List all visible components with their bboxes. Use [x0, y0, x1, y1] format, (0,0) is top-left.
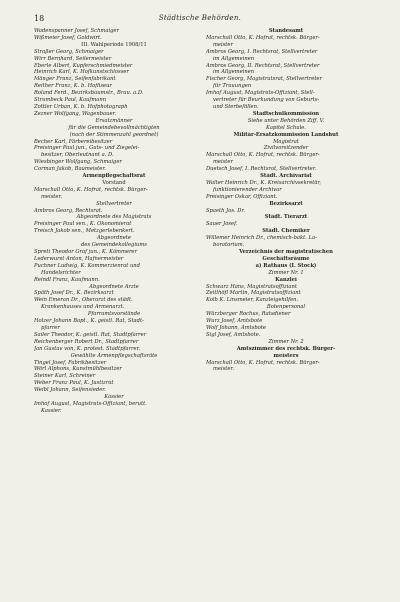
right-column-line: Zimmer Nr. 1 [268, 269, 304, 276]
right-column-line: vertreter für Beurkundung von Geburts- [213, 97, 320, 104]
left-column-line: Wiesbinger Wolfgang, Schmaiger [34, 159, 122, 166]
right-column-line: Marschall Otto, K. Hofrat, rechtsk. Bürger- [206, 152, 320, 159]
left-column-line: des Gemeindekollegiums [81, 242, 147, 249]
left-column-line: Preisinger Paul jun., Guts- und Ziegelei- [34, 145, 140, 152]
right-column-line: Zeitlhöfl Martin, Magistratsoffiziant [206, 290, 301, 297]
right-column-line: meister [213, 159, 233, 166]
left-column-line: Reichenberger Robert Dr., Stadtpfarrer [34, 338, 139, 345]
right-column-line: Marschall Otto, K. Hofrat, rechtsk. Bürger- [206, 359, 320, 366]
left-column-line: Lederwurst Anton, Hafnermeister [34, 255, 124, 262]
left-column-line: Zezner Wolfgang, Wagenbauer. [34, 110, 117, 117]
right-column-line: Willemer Heinrich Dr., chemisch-bakt. La- [206, 235, 317, 242]
left-column-line: Gewählte Armenpflegschaftsräte [70, 352, 158, 359]
right-column-line: Kolb K. Linsmeier, Kanzleigehilfen. [206, 297, 299, 304]
right-column-line: Kapitel Schule. [266, 124, 306, 131]
left-column-line: Abgeordnete [97, 235, 131, 242]
left-column-line: Corman Jakob, Baumeister. [34, 166, 106, 173]
left-column-line: Treisch Jakob sen., Metzgerlebenkert. [34, 228, 135, 235]
left-column-line: Späth Josef Dr., K. Bezirksarzt [34, 290, 114, 297]
left-column-line: Steiner Karl, Schreiner [34, 373, 96, 380]
left-column-line: Weber Franz Paul, K. Justizrat [34, 380, 114, 387]
right-column-line: Marschall Otto, K. Hofrat, rechtsk. Bürger- [206, 34, 320, 41]
right-column-line: Imhof August, Magistrats-Offiziant, Stell- [206, 90, 315, 97]
right-column [206, 28, 366, 373]
left-column-line: Mänger Franz, Seifenfabrikant [34, 76, 116, 83]
right-column-line: Städt. Chemiker [262, 228, 310, 235]
right-column-line: Duetsch Josef, I. Rechtsrat, Stellvertreter. [206, 166, 317, 173]
left-column-line: Spreti Theodor Graf jun., K. Kämmerer [34, 249, 137, 255]
left-column-line: Wein Emeran Dr., Oberarzt des städt. [34, 297, 133, 304]
left-column-line: Abgeordnete des Magistrats [76, 214, 152, 221]
right-column-line: meister [213, 41, 233, 48]
right-column-line: Würzberger Rochus, Ratsdiener [206, 311, 291, 318]
right-column-line: Ambros Georg, I. Rechtsrat, Stellvertreter [206, 48, 318, 55]
left-column-line: Strumbeck Paul, Kaufmann [34, 97, 107, 104]
left-column-line: Wißmeier Josef, Goldwirt. [34, 34, 102, 41]
left-column-line: Armenpflegschaftsrat [82, 173, 146, 180]
left-column-line: Kassier. [41, 407, 62, 414]
left-column-line: Wirr Bernhard, Seilermeister [34, 55, 112, 62]
right-column-line: Kanzlei [275, 276, 297, 283]
left-column-line: für die Gemeindebevollmächtigten [68, 124, 160, 131]
right-column-line: Militär-Ersatzkommission Landshut [233, 131, 339, 138]
right-column-line: Amtszimmer des rechtsk. Bürger- [236, 345, 336, 352]
right-column-line: Fischer Georg, Magistratsrat, Stellvertreter [206, 76, 322, 83]
left-column-line: Straßer Georg, Schmaiger [34, 48, 104, 55]
right-column-line: und Sterbefällen. [213, 103, 259, 110]
right-column-line: Walter Heinrich Dr., K. Kreisarchivsekretär, [206, 179, 322, 186]
left-column-line: Puchner Ludwig, K. Kommerzienrat und [34, 262, 140, 269]
left-column-line: Preisinger Paul sen., K. Ökonomierat [34, 221, 132, 228]
right-column-line: Verzeichnis der magistratischen [239, 249, 333, 255]
left-column-line: Marschall Otto, K. Hofrat, rechtsk. Bürger- [34, 186, 148, 193]
left-column-line: meister. [41, 193, 63, 200]
left-column-line: III. Wahlperiode 1908/11 [81, 41, 147, 48]
right-column-line: Schwarz Hans, Magistratsoffiziant [206, 283, 297, 290]
right-column-line: für Trauungen [213, 83, 252, 90]
left-column-line: Ersatzmänner [95, 117, 133, 124]
right-column-line: im Allgemeinen [213, 69, 255, 76]
right-column-line: Bezirksarzt [269, 200, 303, 207]
left-column-line: Stellvertreter [96, 200, 132, 207]
right-column-line: Ambros Georg, II. Rechtsrat, Stellvertreter [206, 62, 320, 69]
running-title: Städtische Behörden. [158, 14, 242, 22]
left-column [34, 28, 194, 415]
left-column-line: besitzer, Oberleutnant a. D. [41, 152, 114, 159]
left-column-line: Eberle Albert, Kupferschmiedmeister [34, 62, 133, 69]
left-column-line: Wörl Alphons, Kunstmühlbesitzer [34, 366, 122, 373]
right-column-line: Zimmer Nr. 2 [268, 338, 304, 345]
right-column-line: Stadtschulkommission [252, 110, 320, 117]
right-column-line: Magistrat [273, 138, 299, 145]
left-column-line: Vorstand [102, 179, 126, 186]
left-column-line: Wadenspanner Josef, Schmaiger [34, 28, 119, 34]
left-column-line: Ambros Georg, Rechtsrat. [34, 207, 103, 214]
right-column-line: Geschäftsräume [262, 255, 310, 262]
left-column-line: Heinrich Karl, K. Hofkunstschlosser [34, 69, 129, 76]
left-column-line: Weibl Johann, Seifensieder. [34, 387, 106, 394]
right-column-line: Zivilvorsitzender [263, 145, 309, 152]
right-column-line: im Allgemeinen [213, 55, 255, 62]
left-column-line: Tingel Josef, Fabrikbesitzer [34, 359, 107, 366]
left-column-line: Kassier [104, 394, 124, 401]
left-column-line: Reindl Franz, Kaufmann. [34, 276, 100, 283]
left-column-line: Handelsrichter [41, 269, 81, 276]
right-column-line: Spaeth Jos. Dr. [206, 207, 245, 214]
left-column-line: Reither Franz, K. b. Hofliseur [34, 83, 112, 90]
left-column-line: Holzer Johann Bapt., K. geistl. Rat, Stadt- [34, 318, 144, 325]
left-column-line: Becher Karl, Färbereibesitzer [34, 138, 113, 145]
right-column-line: Standesamt [268, 28, 304, 34]
left-column-line: Imhof August, Magistrats-Offiziant, berutt. [34, 400, 147, 407]
left-column-line: Krankenhauses und Armenarzt. [41, 304, 125, 311]
right-column-line: meister. [213, 366, 235, 373]
right-column-line: Botenpersonal [266, 304, 306, 311]
right-column-line: a) Rathaus (I. Stock) [255, 262, 317, 269]
page-number: 18 [34, 14, 45, 23]
left-column-line: Zottler Urban, K. b. Hofphotograph [34, 103, 128, 110]
left-column-line: Abgeordnete Ärzte [89, 283, 139, 290]
right-column-line: meisters [273, 352, 299, 359]
right-column-line: Städt. Tierarzt [264, 214, 308, 221]
right-column-line: Sigl Josef, Amtsbote. [206, 331, 261, 338]
page-header [34, 14, 366, 28]
right-column-line: funktionierender Archivar [213, 186, 282, 193]
right-column-line: boratorium. [213, 242, 245, 249]
right-column-line: Wurz Josef, Amtsbote [206, 318, 263, 325]
left-column-line: Jan Gustav von, K. protest. Stadtpfarrer. [34, 345, 141, 352]
right-column-line: Wolf Johann, Amtsbote [206, 324, 266, 331]
right-column-line: Sauer Josef. [206, 221, 238, 228]
right-column-line: Siehe unter Behörden Ziff. V. [247, 117, 325, 124]
left-column-line: Roland Ferd., Bezirksbaumstr., Brau. a.D. [34, 90, 144, 97]
right-column-line: Preisinger Oskar, Offiziant. [206, 193, 278, 200]
left-column-line: Sailer Theodor, K. geistl. Rat, Stadtpfarrer [34, 331, 147, 338]
left-column-line: Pfarramtsvorstände [87, 311, 141, 318]
left-column-line: pfarrer [41, 324, 60, 331]
right-column-line: Städt. Archivariat [260, 173, 312, 180]
left-column-line: (nach der Stimmenzahl geordnet) [69, 131, 159, 138]
